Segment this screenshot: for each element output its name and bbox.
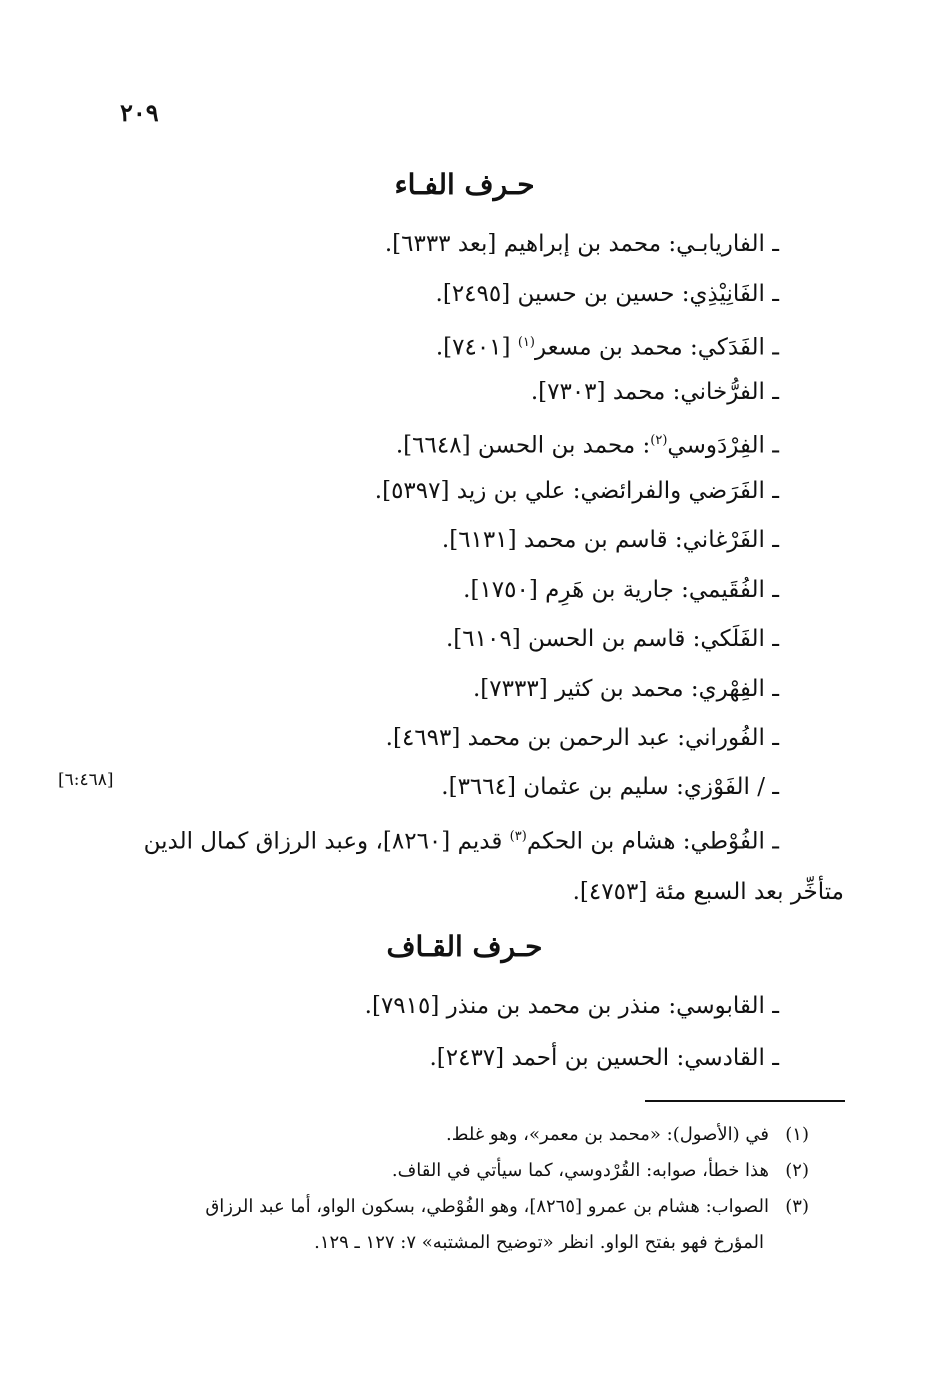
- page-number: ٢٠٩: [120, 98, 159, 127]
- entry-list-item: ـ الفاريابـي: محمد بن إبراهيم [بعد ٦٣٣٣].: [384, 231, 779, 257]
- section-heading-qaf: حـرف القـاف: [386, 930, 543, 963]
- footnote-number: (٢): [785, 1160, 809, 1181]
- entry-list-item: ـ الفَانِيْذِي: حسين بن حسين [٢٤٩٥].: [435, 281, 779, 307]
- entry-list-item: ـ الفَرْغاني: قاسم بن محمد [٦١٣١].: [441, 527, 779, 553]
- footnote-number: (١): [785, 1124, 809, 1145]
- entry-text-tail: [٧٤٠١].: [435, 334, 518, 361]
- entry-text: ـ الفُوْطي: هشام بن الحكم: [526, 828, 779, 855]
- footnote-text: الصواب: هشام بن عمرو [٨٢٦٥]، وهو الفُوْطي، بسكون الواو، أما عبد الرزاق: [205, 1196, 769, 1217]
- entry-list-item: ـ الفُوراني: عبد الرحمن بن محمد [٤٦٩٣].: [385, 725, 779, 751]
- entry-list-item: ـ الفِهْري: محمد بن كثير [٧٣٣٣].: [472, 676, 779, 702]
- footnote: [119, 1189, 809, 1261]
- entry-text: ـ الفَدَكي: محمد بن مسعر: [534, 334, 779, 361]
- entry-list-item: ـ القابوسي: منذر بن محمد بن منذر [٧٩١٥].: [364, 993, 779, 1019]
- footnote: [119, 1153, 809, 1189]
- footnote-divider: [645, 1100, 845, 1102]
- footnote-ref: (٢): [650, 433, 668, 448]
- section-heading-fa: حـرف الفـاء: [394, 168, 535, 201]
- entry-list-item: ـ الفَرَضي والفرائضي: علي بن زيد [٥٣٩٧].: [374, 478, 779, 504]
- entry-list-item: [436, 325, 779, 366]
- entry-line-continued: متأخِّر بعد السبع مئة [٤٧٥٣].: [572, 878, 844, 905]
- entry-list-item: ـ الفُقَيمي: جارية بن هَرِم [١٧٥٠].: [463, 577, 779, 603]
- footnote-number: (٣): [785, 1196, 809, 1217]
- entry-text: ـ الفِرْدَوسي: [667, 432, 779, 459]
- entry-text-tail: : محمد بن الحسن [٦٦٤٨].: [395, 432, 651, 459]
- entry-list-item: ـ الفرُّخاني: محمد [٧٣٠٣].: [530, 379, 779, 405]
- footnote-text-continued: المؤرخ فهو بفتح الواو. انظر «توضيح المشتبه» ٧: ١٢٧ ـ ١٢٩.: [314, 1232, 764, 1253]
- footnote: [119, 1117, 809, 1153]
- entry-list-item: ـ / الفَوْزي: سليم بن عثمان [٣٦٦٤].: [441, 774, 779, 800]
- entry-text-rest: قديم [٨٢٦٠]، وعبد الرزاق كمال الدين: [143, 828, 510, 855]
- footnote-ref: (١): [517, 335, 535, 350]
- footnote-text: في (الأصول): «محمد بن معمر»، وهو غلط.: [446, 1124, 769, 1145]
- margin-reference: [٦:٤٦٨]: [58, 770, 114, 790]
- footnote-text: هذا خطأ، صوابه: القُرْدوسي، كما سيأتي في القاف.: [391, 1160, 769, 1181]
- entry-list-item: [396, 423, 779, 464]
- entry-line: [124, 812, 844, 867]
- entry-list-item: ـ القادسي: الحسين بن أحمد [٢٤٣٧].: [429, 1045, 779, 1071]
- entry-list-item: ـ الفَلَكي: قاسم بن الحسن [٦١٠٩].: [445, 626, 779, 652]
- footnote-ref: (٣): [509, 829, 527, 844]
- entry-list-item-multiline: [124, 812, 844, 917]
